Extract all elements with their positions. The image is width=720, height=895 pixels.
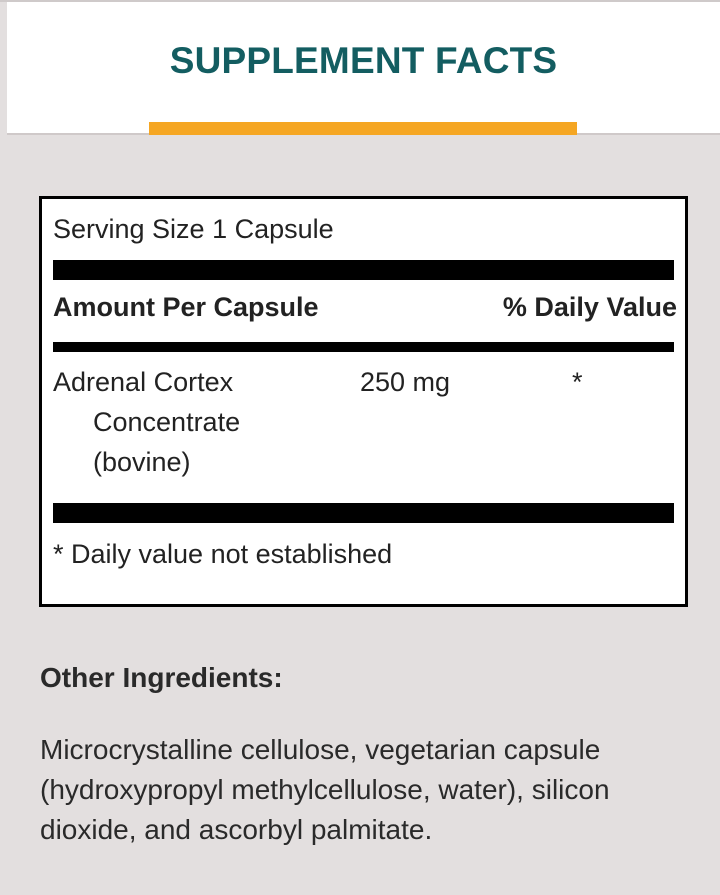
page-title: SUPPLEMENT FACTS — [169, 40, 558, 81]
supplement-facts-panel — [39, 196, 688, 607]
ingredient-source: (bovine) — [93, 447, 191, 477]
ingredient-name-continued: Concentrate — [93, 407, 241, 437]
ingredient-daily-value: * — [572, 367, 583, 397]
divider-bar — [53, 260, 674, 280]
ingredient-name: Adrenal Cortex — [53, 367, 234, 397]
divider-bar — [53, 503, 674, 523]
other-ingredients-text: Microcrystalline cellulose, vegetarian capsule (hydroxypropyl methylcellulose, water), silicon dioxide, and ascorbyl palmitate. — [40, 734, 610, 845]
divider-bar — [53, 342, 674, 352]
amount-per-capsule-header: Amount Per Capsule — [53, 292, 319, 322]
daily-value-footnote: * Daily value not established — [53, 539, 393, 569]
ingredient-amount: 250 mg — [360, 367, 451, 397]
active-tab-indicator — [149, 122, 577, 135]
serving-size: Serving Size 1 Capsule — [53, 214, 334, 244]
other-ingredients-heading: Other Ingredients: — [40, 662, 283, 693]
daily-value-header: % Daily Value — [502, 292, 677, 322]
